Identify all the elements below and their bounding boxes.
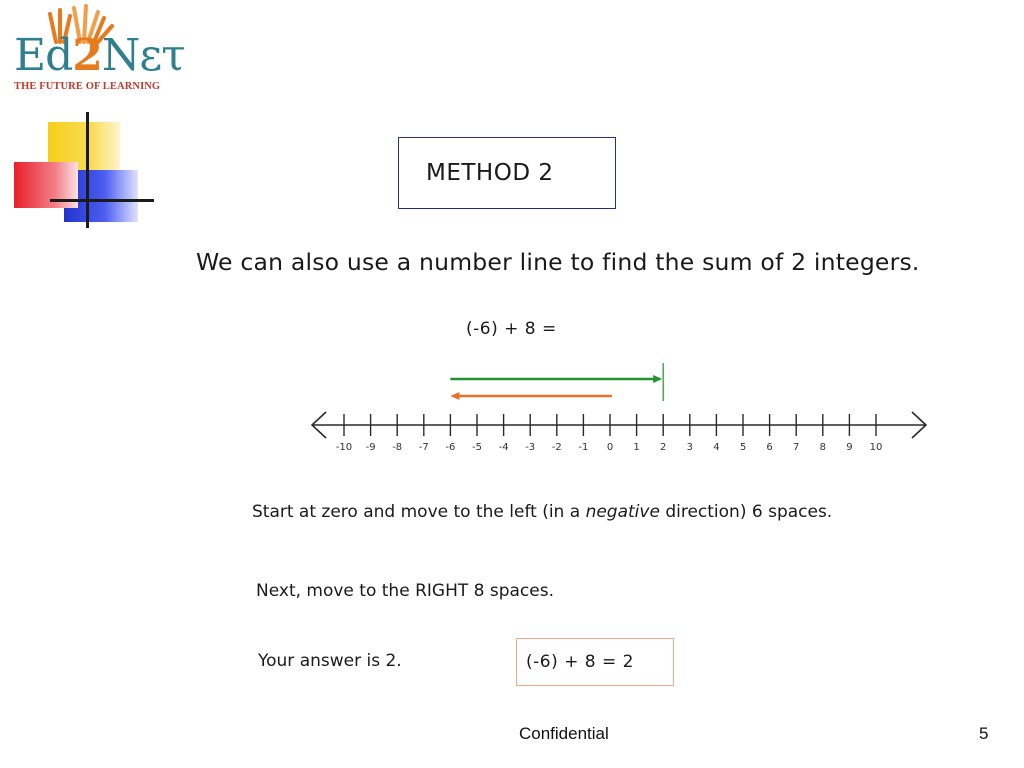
tick-label: 8: [819, 442, 826, 453]
logo-tagline: THE FUTURE OF LEARNING: [14, 81, 161, 92]
tick-label: 5: [739, 442, 747, 453]
intro-text: We can also use a number line to find the sum of 2 integers.: [196, 248, 920, 276]
tick-label: -9: [365, 442, 376, 453]
tick-label: 7: [793, 442, 800, 453]
tick-label: 4: [713, 442, 720, 453]
step-two-text: Next, move to the RIGHT 8 spaces.: [256, 581, 554, 601]
tick-label: -6: [445, 442, 456, 453]
emphasis-negative: negative: [585, 502, 660, 522]
tick-label: -4: [498, 442, 509, 453]
step-one-text: Start at zero and move to the left (in a negative direction) 6 spaces.: [252, 502, 833, 522]
page-number: 5: [979, 724, 989, 743]
tick-label: 0: [606, 442, 614, 453]
answer-text: Your answer is 2.: [258, 651, 402, 671]
tick-label: 6: [766, 442, 773, 453]
tick-label: -10: [335, 442, 353, 453]
tick-label: -8: [392, 442, 403, 453]
problem-equation: (-6) + 8 =: [466, 319, 557, 339]
tick-label: -5: [472, 442, 482, 453]
answer-equation: (-6) + 8 = 2: [526, 652, 634, 672]
tick-label: -3: [525, 442, 536, 453]
tick-label: -7: [418, 442, 429, 453]
orange-arrowhead-icon: [450, 392, 459, 400]
method-heading-box: [398, 137, 616, 209]
tick-label: 10: [869, 442, 883, 453]
tick-label: 3: [686, 442, 693, 453]
tick-label: -2: [551, 442, 562, 453]
tick-label: 2: [660, 442, 667, 453]
tick-label: 9: [846, 442, 853, 453]
answer-box: [516, 638, 674, 686]
decor-vertical-line: [86, 112, 89, 228]
tick-label: 1: [633, 442, 640, 453]
number-line: [300, 355, 940, 465]
footer-confidential: Confidential: [519, 724, 609, 743]
decor-horizontal-line: [50, 199, 154, 202]
logo-wordmark: Ed2Nετ: [14, 30, 185, 81]
method-heading: METHOD 2: [426, 160, 554, 186]
tick-label: -1: [578, 442, 589, 453]
green-arrowhead-icon: [653, 375, 662, 383]
